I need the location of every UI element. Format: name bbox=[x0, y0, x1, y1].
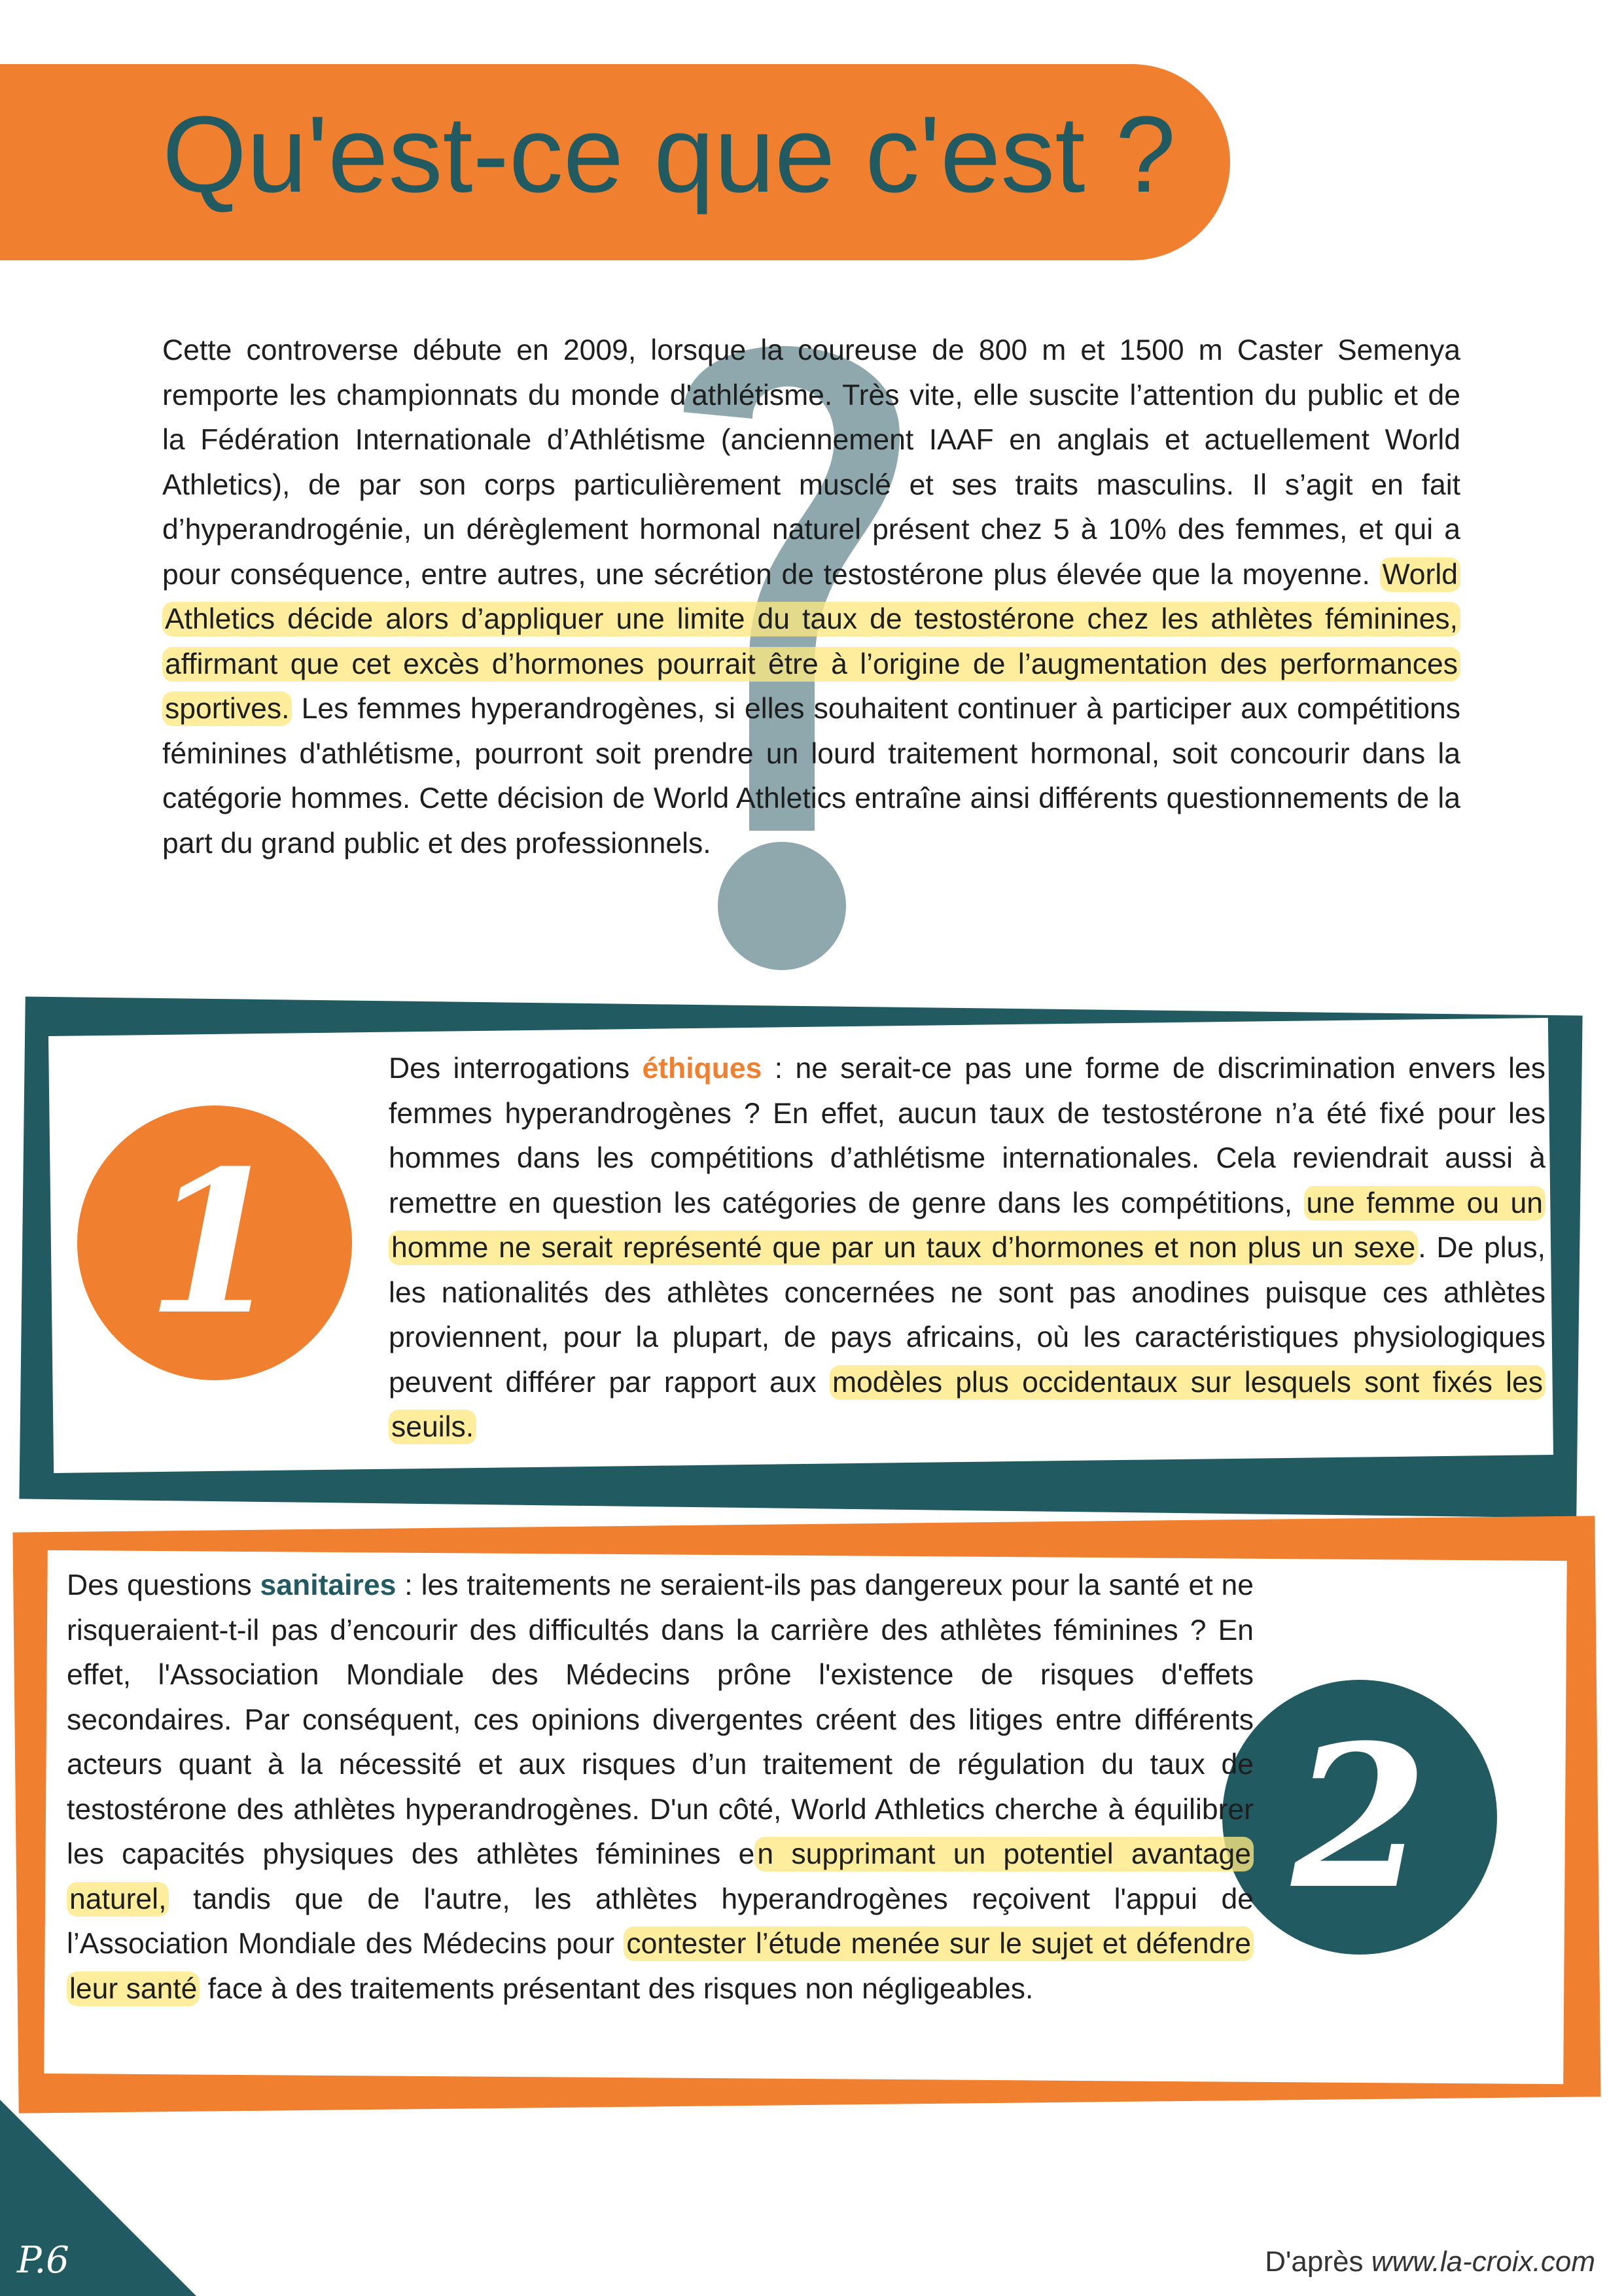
source-link[interactable]: www.la-croix.com bbox=[1371, 2246, 1595, 2278]
box1-text-1: : ne serait-ce pas une forme de discrimination envers les femmes hyperandrogènes ? En effet, aucun taux de testostérone n’a été fixé pour les hommes dans les compétitions d’athlétisme internationales. Cela reviendrait aussi à remettre en question les catégories de genre dans les compétitions, bbox=[389, 1052, 1545, 1219]
box2-numeral: 2 bbox=[1291, 1701, 1428, 1932]
intro-text-2: Les femmes hyperandrogènes, si elles souhaitent continuer à participer aux compétitions féminines d'athlétisme, pourront soit prendre un lourd traitement hormonal, soit concourir dans la catégorie hommes. Cette décision de World Athletics entraîne ainsi différents questionnements de la part du grand public et des professionnels. bbox=[162, 693, 1460, 860]
box1-paragraph bbox=[389, 1047, 1545, 1450]
page-title: Qu'est-ce que c'est ? bbox=[162, 94, 1176, 215]
box2-highlight-1: n supprimant un potentiel avantage naturel, bbox=[67, 1837, 1254, 1917]
box2-text-3: face à des traitements présentant des risques non négligeables. bbox=[200, 1972, 1034, 2005]
intro-paragraph bbox=[162, 328, 1460, 866]
intro-text-1: Cette controverse débute en 2009, lorsque la coureuse de 800 m et 1500 m Caster Semenya remporte les championnats du monde d'athlétisme. Très vite, elle suscite l’attention du public et de la Fédération Internationale d’Athlétisme (anciennement IAAF en anglais et actuellement World Athletics), de par son corps particulièrement musclé et ses traits masculins. Il s’agit en fait d’hyperandrogénie, un dérèglement hormonal naturel présent chez 5 à 10% des femmes, et qui a pour conséquence, entre autres, une sécrétion de testostérone plus élevée que la moyenne. bbox=[162, 334, 1460, 591]
box2-keyword: sanitaires bbox=[260, 1569, 397, 1601]
box2-text-1: : les traitements ne seraient-ils pas dangereux pour la santé et ne risqueraient-t-il pas d’encourir des difficultés dans la carrière des athlètes féminines ? En effet, l'Association Mondiale des Médecins prône l'existence de risques d'effets secondaires. Par conséquent, ces opinions divergentes créent des litiges entre différents acteurs quant à la nécessité et aux risques d’un traitement de régulation du taux de testostérone des athlètes hyperandrogènes. D'un côté, World Athletics cherche à équilibrer les capacités physiques des athlètes féminines e bbox=[67, 1569, 1254, 1870]
page-number: P.6 bbox=[17, 2239, 69, 2282]
box2-highlight-2: contester l’étude menée sur le sujet et défendre leur santé bbox=[67, 1926, 1254, 2006]
box1-keyword: éthiques bbox=[642, 1052, 762, 1085]
box1-text-2: . De plus, les nationalités des athlètes concernées ne sont pas anodines puisque ces athlètes proviennent, pour la plupart, de pays africains, où les caractéristiques physiologiques peuvent différer par rapport aux bbox=[389, 1232, 1545, 1399]
box1-highlight-1: une femme ou un homme ne serait représenté que par un taux d’hormones et non plus un sexe bbox=[389, 1186, 1545, 1266]
box1-lead: Des interrogations bbox=[389, 1052, 643, 1085]
box2-lead: Des questions bbox=[67, 1569, 260, 1601]
box1-numeral: 1 bbox=[146, 1127, 283, 1358]
box2-number-badge bbox=[1222, 1680, 1497, 1955]
box2-text-2: tandis que de l'autre, les athlètes hyperandrogènes reçoivent l'appui de l’Association Mondiale des Médecins pour bbox=[67, 1883, 1254, 1960]
intro-highlight: World Athletics décide alors d’appliquer une limite du taux de testostérone chez les athlètes féminines, affirmant que cet excès d’hormones pourrait être à l’origine de l’augmentation des performances sportives. bbox=[162, 557, 1460, 727]
box1-number-badge bbox=[77, 1105, 352, 1380]
box2-paragraph bbox=[67, 1563, 1254, 2011]
source-prefix: D'après bbox=[1265, 2246, 1371, 2278]
box1-highlight-2: modèles plus occidentaux sur lesquels sont fixés les seuils. bbox=[389, 1365, 1545, 1445]
source-credit bbox=[1265, 2248, 1595, 2276]
